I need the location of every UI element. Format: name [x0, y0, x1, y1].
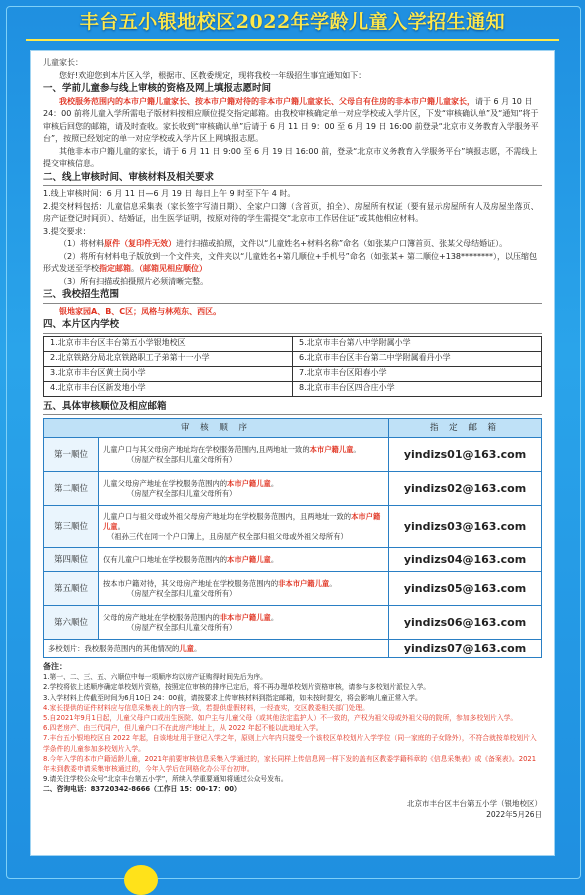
condition-end: 。 — [329, 578, 337, 588]
order-condition — [99, 506, 389, 548]
school-cell: 7.北京市丰台区阳春小学 — [293, 366, 542, 381]
notes-heading: 备注： — [43, 662, 67, 671]
order-condition — [99, 472, 389, 506]
table-row — [44, 606, 542, 640]
page-title: 丰台五小银地校区2022年学龄儿童入学招生通知 — [79, 11, 506, 33]
order-condition — [99, 438, 389, 472]
footer — [43, 798, 542, 820]
table-row — [44, 438, 542, 472]
note-item: 6.四老房产、由三代同户，但儿童户口不在此房产地址上，从 2022 年起不能以此地址入学。 — [43, 724, 323, 733]
condition-text: 按本市户籍对待，其父母房产地址在学校服务范围内的 — [103, 578, 279, 588]
condition-text: 儿童户口与祖父母或外祖父母房产地址均在学校服务范围内，且两地址一致的 — [103, 511, 352, 521]
requirement-2 — [43, 251, 542, 276]
requirement-1-text-b: 进行扫描或拍照，文件以“儿童姓名+材料名称”命名（如张某户口簿首页、张某父母结婚证）。 — [176, 239, 508, 248]
section-divider — [43, 185, 542, 186]
table-row — [44, 336, 542, 351]
section-2-heading: 二、线上审核时间、审核材料及相关要求 — [43, 171, 215, 183]
materials: 2.提交材料包括：儿童信息采集表（家长签字写清日期）、全家户口簿（含首页，拍全）、房屋所有权证（要有显示房屋所有人及房屋坐落页、房产证登记时间页）、结婚证，出生医学证明，按原对待的学生需提交“北京市工作居住证”或其他相应材料。 — [43, 201, 539, 223]
condition-end: 。 — [353, 444, 361, 454]
order-condition — [99, 606, 389, 640]
footer-date: 2022年5月26日 — [486, 809, 542, 819]
section-divider — [43, 303, 542, 304]
condition-text: 儿童父母房产地址在学校服务范围内的 — [103, 478, 228, 488]
table-row — [44, 351, 542, 366]
condition-red: 本市户籍儿童 — [227, 478, 271, 488]
section-1-paragraph-1 — [43, 96, 542, 146]
section-1 — [43, 83, 542, 171]
order-column-header: 审 核 顺 序 — [44, 419, 389, 438]
ownership-note: （房屋产权全部归儿童父母所有） — [127, 454, 237, 464]
note-item: 9.请关注学校公众号“北京丰台第五小学”，所续入学重要通知将通过公众号发布。 — [43, 775, 288, 784]
schools-table — [43, 336, 542, 397]
ownership-note: （房屋产权全部归儿童父母所有） — [127, 488, 237, 498]
order-condition — [99, 548, 389, 572]
order-level: 第三顺位 — [44, 506, 99, 548]
section-2 — [43, 172, 542, 289]
table-row — [44, 640, 542, 658]
email-link[interactable]: yindizs02@163.com — [389, 472, 542, 506]
email-link[interactable]: yindizs05@163.com — [389, 572, 542, 606]
school-cell: 2.北京铁路分局北京铁路职工子弟第十一小学 — [44, 351, 293, 366]
school-cell: 8.北京市丰台区四合庄小学 — [293, 381, 542, 396]
table-row — [44, 366, 542, 381]
requirement-1-red: 原件（复印件无效） — [104, 239, 177, 248]
section-divider — [43, 333, 542, 334]
order-level: 第一顺位 — [44, 438, 99, 472]
table-row — [44, 381, 542, 396]
email-link[interactable]: yindizs04@163.com — [389, 548, 542, 572]
school-cell: 5.北京市丰台第八中学附属小学 — [293, 336, 542, 351]
ownership-note: （房屋产权全部归儿童父母所有） — [127, 622, 237, 632]
condition-text: 仅有儿童户口地址在学校服务范围内的 — [103, 554, 228, 564]
requirement-2-text-b: 。 — [131, 264, 139, 273]
condition-end: 。 — [117, 521, 125, 531]
condition-text: 父母的房产地址在学校服务范围内的 — [103, 612, 220, 622]
section-5-heading: 五、具体审核顺位及相应邮箱 — [43, 400, 167, 412]
school-cell: 1.北京市丰台区丰台第五小学银地校区 — [44, 336, 293, 351]
section-4-heading: 四、本片区内学校 — [43, 319, 120, 330]
requirement-2-red-1: 指定邮箱 — [99, 264, 131, 273]
order-condition — [99, 572, 389, 606]
section-3-heading: 三、我校招生范围 — [43, 289, 120, 300]
section-4 — [43, 319, 542, 397]
table-row — [44, 472, 542, 506]
section-1-red-text: 我校服务范围内的本市户籍儿童家长、按本市户籍对待的非本市户籍儿童家长、父母自有住房的非本市户籍儿童家长， — [59, 96, 475, 106]
condition-text: 多校划片：我校服务范围内的其他情况的 — [48, 643, 180, 653]
intro: 您好!欢迎您到本片区入学，根据市、区教委规定，现将我校一年级招生事宜通知如下： — [59, 70, 367, 80]
condition-red: 非本市户籍儿童 — [219, 612, 271, 622]
school-cell: 3.北京市丰台区黄土岗小学 — [44, 366, 293, 381]
note-item: 4.家长提供的证件材料应与信息采集表上的内容一致，若提供虚假材料，一经查实，交区教委相关部门处理。 — [43, 703, 369, 712]
ownership-note: （祖孙三代在同一个户口簿上，且房屋产权全部归祖父母或外祖父母所有） — [107, 531, 348, 541]
contact-phone: 二、咨询电话：83720342-8666（工作日 15：00-17：00） — [43, 785, 241, 794]
requirement-1 — [43, 238, 542, 251]
table-row — [44, 572, 542, 606]
note-item: 1.第一、二、三、五、六顺位中每一项顺序均以房产证购得时间先后为序。 — [43, 673, 267, 682]
condition-end: 。 — [270, 478, 279, 488]
order-level: 第五顺位 — [44, 572, 99, 606]
condition-red: 本市户籍儿童 — [227, 554, 271, 564]
note-item: 7.丰台五小银地校区自 2022 年起，自该地址用于登记入学之年，原则上六年内只接受一个该校区单校划片入学学位（同一家庭的子女除外），不符合就按单校划片入学条件的儿童参加多校划片入学。 — [43, 734, 537, 753]
section-1-paragraph-2: 其他非本市户籍儿童的家长，请于 6 月 11 日 9:00 至 6 月 19 日 16:00 前，登录“北京市义务教育入学服务平台”填报志愿，不需线上提交审核信息。 — [43, 146, 538, 168]
school-cell: 6.北京市丰台区丰台第二中学附属看丹小学 — [293, 351, 542, 366]
note-item: 2.学校将依上述顺序确定单校划片资格，按照定位审核的排序已定后，将不再办理单校划片资格审核，请参与多校划片派位入学。 — [43, 683, 431, 692]
table-row — [44, 548, 542, 572]
section-divider — [43, 414, 542, 415]
section-3 — [43, 289, 542, 318]
section-1-heading: 一、学前儿童参与线上审核的资格及网上填报志愿时间 — [43, 83, 272, 94]
table-row — [44, 506, 542, 548]
condition-red: 本市户籍儿童 — [309, 444, 354, 454]
email-link[interactable]: yindizs06@163.com — [389, 606, 542, 640]
requirement-3: （3）所有扫描或拍摄照片必须清晰完整。 — [59, 276, 209, 286]
highlight-circle-left — [124, 865, 158, 895]
condition-end: 。 — [193, 643, 202, 653]
enrollment-range: 银地家园A、B、C区；凤格与林苑东、西区。 — [59, 306, 222, 316]
condition-red: 本市户籍儿童 — [103, 511, 381, 531]
section-5 — [43, 401, 542, 659]
audit-time: 1.线上审核时间：6 月 11 日—6 月 19 日 每日上午 9 时至下午 4 时。 — [43, 189, 296, 198]
greeting: 儿童家长： — [43, 58, 83, 67]
note-item: 8.今年入学的本市户籍适龄儿童，2021年前要审核信息采集入学通过的，家长同样上传信息网一样下发的盖有区教委学籍科章的《信息采集表》或《备案表》。2021 年未到教委申请采集审核通过的，今年入学后在网格化办公平台初审。 — [43, 754, 537, 774]
email-column-header: 指 定 邮 箱 — [389, 419, 542, 438]
multi-school-condition — [44, 640, 389, 658]
order-level: 第四顺位 — [44, 548, 99, 572]
ownership-note: （房屋产权全部归儿童父母所有） — [127, 588, 237, 598]
email-link[interactable]: yindizs03@163.com — [389, 506, 542, 548]
note-item: 5.自2021年9月1日起，儿童父母户口或出生医院、如户主与儿童父母（或其他法定监护人）不一致的，产权为祖父母或外祖父母的院所，参加多校划片入学。 — [43, 714, 518, 723]
condition-text: 儿童户口与其父母房产地址均在学校服务范围内,且两地址一致的 — [103, 444, 310, 454]
order-level: 第二顺位 — [44, 472, 99, 506]
email-link[interactable]: yindizs01@163.com — [389, 438, 542, 472]
order-level: 第六顺位 — [44, 606, 99, 640]
section-1-text: 请于 6 月 10 日 24：00 前将儿童入学所需电子版材料按相应顺位提交指定邮箱。由我校审核确定单一对应学校或入学片区，下发“审核确认单”及“通知”将于审核后回您的邮箱，请及时查收。家长收到“审核确认单”后请于 6 月 11 日 9：00 至 6 月 19 日 16:00 前登录“北京市义务教育入学服务平台”，按照已经划定的单一对应学校或入学片区上网填报志愿。 — [43, 96, 539, 143]
order-table — [43, 418, 542, 658]
footer-org: 北京市丰台区丰台第五小学（银地校区） — [407, 798, 542, 808]
title-underline — [26, 39, 559, 41]
requirements-label: 3.提交要求： — [43, 226, 91, 236]
note-item: 3.入学材料上传截至时间为6月10日 24：00前，请按要求上传审核材料到指定邮箱，如未按时提交，将会影响儿童正常入学。 — [43, 693, 422, 702]
email-link[interactable]: yindizs07@163.com — [389, 640, 542, 658]
requirement-2-red-2: （邮箱见相应顺位） — [139, 264, 207, 273]
condition-red: 非本市户籍儿童 — [278, 578, 330, 588]
notice-card — [30, 50, 555, 856]
condition-end: 。 — [270, 612, 279, 622]
condition-red: 儿童 — [179, 643, 194, 653]
notes-section — [43, 662, 542, 795]
table-header-row — [44, 419, 542, 438]
requirement-2-text-a: （2）将所有材料电子版放到一个文件夹，文件夹以“儿童姓名+第几顺位+手机号”命名（如张某+ 第二顺位+138********），以压缩包形式发送至学校 — [43, 251, 537, 273]
condition-end: 。 — [270, 554, 279, 564]
requirement-1-text-a: （1）将材料 — [59, 239, 105, 248]
school-cell: 4.北京市丰台区新发地小学 — [44, 381, 293, 396]
